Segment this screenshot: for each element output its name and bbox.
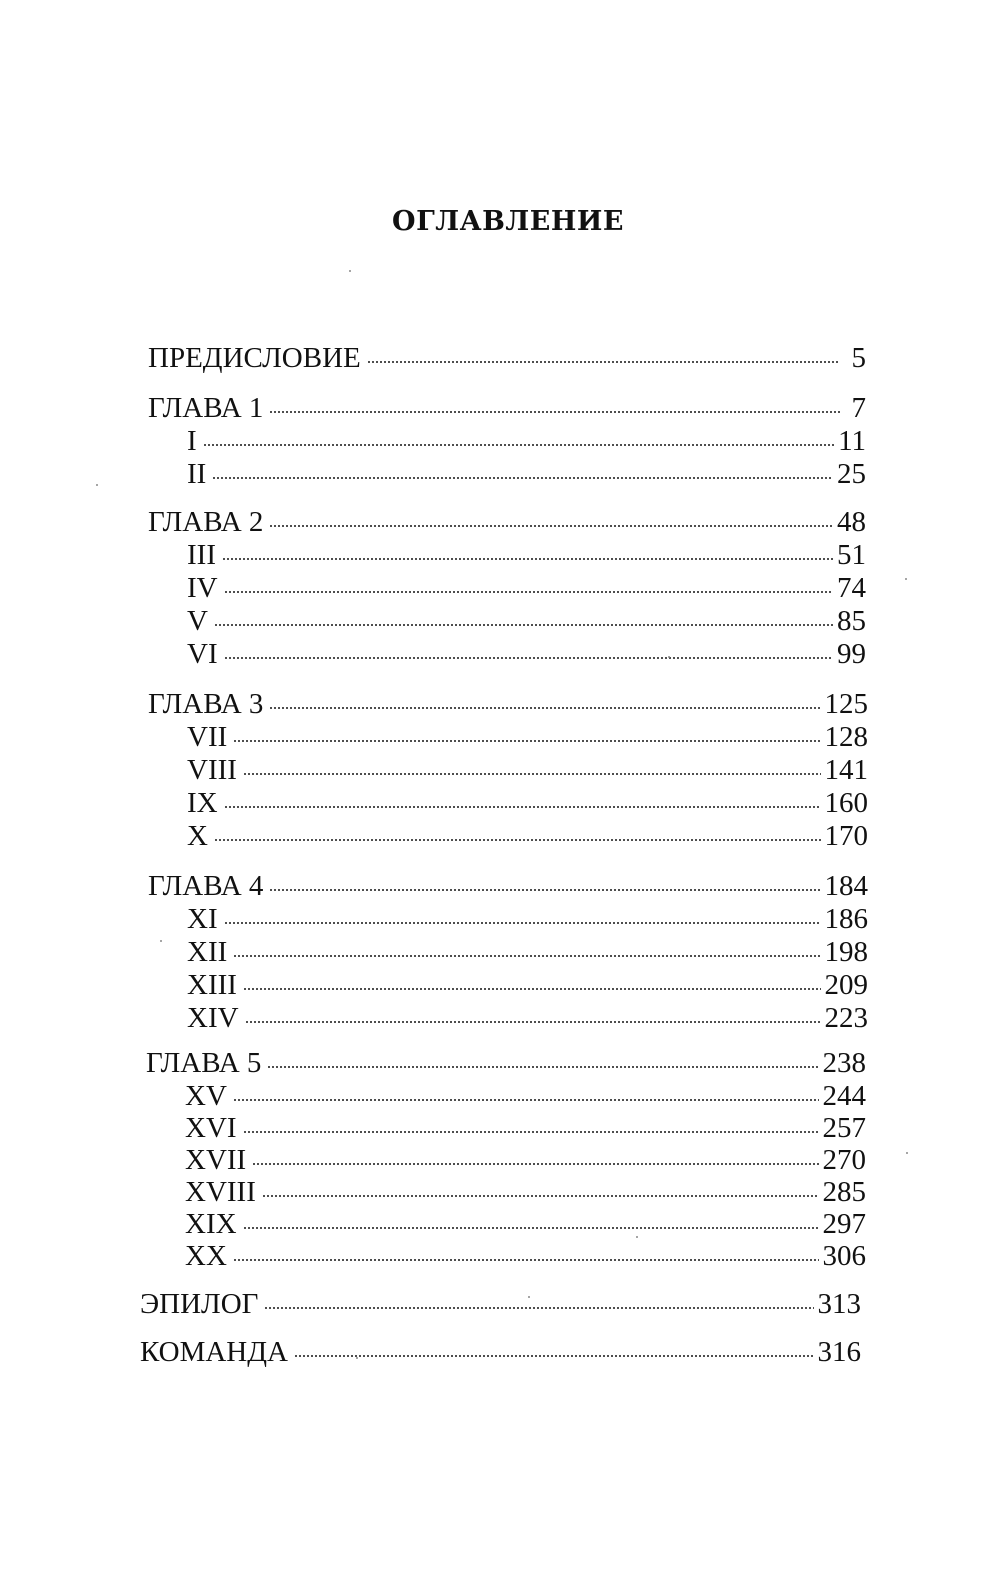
toc-entry-section — [187, 819, 868, 853]
toc-entry-label: X — [187, 820, 208, 852]
dot-leader — [269, 411, 840, 413]
toc-entry-page: 209 — [824, 969, 868, 1001]
toc-entry-label: VI — [187, 638, 218, 670]
toc-entry-label: XIII — [187, 969, 237, 1001]
toc-entry-page: 186 — [824, 903, 868, 935]
toc-entry-label: ГЛАВА 1 — [148, 392, 264, 424]
toc-entry-section — [187, 571, 866, 605]
toc-entry-label: ГЛАВА 5 — [146, 1047, 262, 1079]
toc-entry-section — [187, 753, 868, 787]
dot-leader — [252, 1163, 818, 1165]
dot-leader — [245, 1021, 821, 1023]
toc-entry-label: VIII — [187, 754, 237, 786]
toc-entry-section — [187, 968, 868, 1002]
dot-leader — [214, 839, 821, 841]
toc-entry-page: 297 — [822, 1208, 866, 1240]
toc-entry-page: 5 — [851, 342, 866, 374]
dot-leader — [233, 740, 820, 742]
toc-entry-label: I — [187, 425, 197, 457]
scan-speck — [668, 656, 670, 658]
toc-entry-chapter-1 — [148, 391, 866, 425]
scan-speck — [356, 1357, 358, 1359]
page-title: ОГЛАВЛЕНИЕ — [392, 206, 624, 237]
toc-entry-section — [187, 1001, 868, 1035]
scan-speck — [160, 940, 162, 942]
scan-speck — [636, 1236, 638, 1238]
dot-leader — [243, 1227, 819, 1229]
toc-entry-section — [187, 720, 868, 754]
toc-entry-chapter-3 — [148, 687, 868, 721]
dot-leader — [224, 806, 821, 808]
toc-entry-label: ГЛАВА 4 — [148, 870, 264, 902]
toc-entry-section — [187, 902, 868, 936]
scan-speck — [905, 578, 907, 580]
dot-leader — [269, 889, 820, 891]
dot-leader — [233, 955, 820, 957]
toc-entry-label: V — [187, 605, 208, 637]
toc-entry-page: 198 — [824, 936, 868, 968]
dot-leader — [243, 773, 821, 775]
toc-entry-label: XVII — [185, 1144, 247, 1176]
toc-entry-page: 7 — [851, 392, 866, 424]
toc-entry-preface — [148, 341, 866, 375]
toc-entry-page: 51 — [837, 539, 866, 571]
dot-leader — [367, 361, 840, 363]
toc-entry-page: 223 — [824, 1002, 868, 1034]
toc-entry-label: XIX — [185, 1208, 237, 1240]
toc-entry-section — [185, 1143, 866, 1177]
toc-entry-page: 11 — [838, 425, 866, 457]
toc-entry-label: КОМАНДА — [140, 1336, 288, 1368]
scan-speck — [528, 1296, 530, 1298]
dot-leader — [214, 624, 833, 626]
toc-entry-section — [187, 424, 866, 458]
toc-entry-page: 316 — [817, 1336, 861, 1368]
toc-entry-chapter-4 — [148, 869, 868, 903]
toc-entry-epilogue — [140, 1287, 861, 1321]
toc-entry-section — [185, 1175, 866, 1209]
toc-entry-section — [187, 604, 866, 638]
toc-entry-page: 306 — [822, 1240, 866, 1272]
toc-entry-page: 128 — [824, 721, 868, 753]
toc-entry-page: 125 — [824, 688, 868, 720]
toc-entry-section — [185, 1111, 866, 1145]
toc-entry-label: ЭПИЛОГ — [140, 1288, 259, 1320]
toc-entry-label: II — [187, 458, 207, 490]
dot-leader — [233, 1099, 819, 1101]
dot-leader — [222, 558, 833, 560]
toc-entry-label: XVI — [185, 1112, 237, 1144]
dot-leader — [262, 1195, 819, 1197]
toc-entry-label: IX — [187, 787, 218, 819]
toc-entry-section — [185, 1207, 866, 1241]
toc-entry-page: 285 — [822, 1176, 866, 1208]
toc-entry-page: 257 — [822, 1112, 866, 1144]
toc-entry-page: 74 — [837, 572, 866, 604]
dot-leader — [212, 477, 833, 479]
toc-entry-label: XVIII — [185, 1176, 256, 1208]
toc-entry-label: XIV — [187, 1002, 239, 1034]
toc-entry-page: 85 — [837, 605, 866, 637]
toc-entry-section — [185, 1239, 866, 1273]
toc-entry-chapter-2 — [148, 505, 866, 539]
dot-leader — [243, 1131, 819, 1133]
toc-entry-team — [140, 1335, 861, 1369]
toc-entry-page: 160 — [824, 787, 868, 819]
dot-leader — [269, 707, 820, 709]
dot-leader — [294, 1355, 814, 1357]
toc-entry-section — [187, 457, 866, 491]
toc-entry-chapter-5 — [146, 1046, 866, 1080]
toc-entry-section — [187, 637, 866, 671]
dot-leader — [269, 525, 833, 527]
toc-entry-label: XII — [187, 936, 228, 968]
scan-speck — [96, 484, 98, 486]
toc-entry-label: IV — [187, 572, 218, 604]
dot-leader — [264, 1307, 813, 1309]
scan-speck — [906, 1152, 908, 1154]
toc-entry-label: XX — [185, 1240, 227, 1272]
toc-entry-section — [187, 935, 868, 969]
toc-entry-page: 313 — [817, 1288, 861, 1320]
toc-entry-page: 244 — [822, 1080, 866, 1112]
toc-entry-section — [187, 538, 866, 572]
toc-entry-page: 99 — [837, 638, 866, 670]
toc-entry-label: ГЛАВА 3 — [148, 688, 264, 720]
toc-entry-label: VII — [187, 721, 228, 753]
dot-leader — [224, 591, 833, 593]
toc-entry-page: 25 — [837, 458, 866, 490]
toc-entry-page: 141 — [824, 754, 868, 786]
toc-entry-label: III — [187, 539, 216, 571]
toc-entry-label: ПРЕДИСЛОВИЕ — [148, 342, 361, 374]
toc-entry-page: 238 — [822, 1047, 866, 1079]
dot-leader — [233, 1259, 819, 1261]
toc-entry-page: 270 — [822, 1144, 866, 1176]
toc-entry-page: 170 — [824, 820, 868, 852]
toc-entry-page: 48 — [837, 506, 866, 538]
dot-leader — [243, 988, 821, 990]
scan-speck — [349, 270, 351, 272]
toc-entry-label: ГЛАВА 2 — [148, 506, 264, 538]
toc-entry-label: XI — [187, 903, 218, 935]
toc-entry-label: XV — [185, 1080, 227, 1112]
toc-entry-page: 184 — [824, 870, 868, 902]
dot-leader — [267, 1066, 818, 1068]
dot-leader — [203, 444, 834, 446]
dot-leader — [224, 657, 833, 659]
toc-entry-section — [187, 786, 868, 820]
toc-entry-section — [185, 1079, 866, 1113]
dot-leader — [224, 922, 821, 924]
